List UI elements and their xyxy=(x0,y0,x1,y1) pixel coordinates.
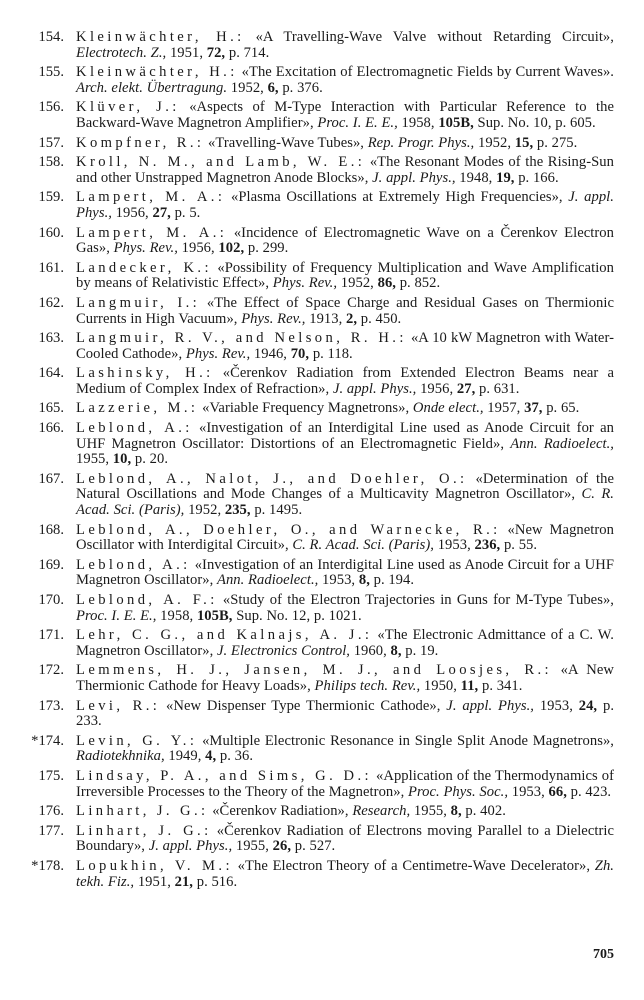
reference-pages: p. 19. xyxy=(405,642,439,659)
reference-pages: p. 450. xyxy=(360,310,402,327)
reference-authors: Langmuir, I.: xyxy=(76,294,201,311)
reference-journal: J. appl. Phys., xyxy=(76,189,614,221)
reference-volume: 8, xyxy=(358,572,370,589)
reference-text xyxy=(76,100,614,131)
reference-pages: p. 527. xyxy=(294,838,336,855)
reference-journal: Proc. I. E. E., xyxy=(317,114,398,131)
reference-volume: 8, xyxy=(390,642,402,659)
reference-volume: 66, xyxy=(548,783,567,800)
reference-journal: Philips tech. Rev., xyxy=(314,677,421,694)
reference-journal: Ann. Radioelect., xyxy=(216,572,319,589)
reference-entry xyxy=(24,190,614,221)
reference-pages: p. 631. xyxy=(478,380,520,397)
reference-entry xyxy=(24,804,614,820)
reference-year: 1958, xyxy=(160,607,194,624)
reference-year: 1956, xyxy=(420,380,454,397)
reference-authors: Levi, R.: xyxy=(76,697,161,714)
reference-volume: 27, xyxy=(152,204,171,221)
reference-journal: J. appl. Phys., xyxy=(332,380,417,397)
reference-text xyxy=(76,628,614,659)
reference-number: 163. xyxy=(38,330,64,347)
reference-journal: Phys. Rev., xyxy=(272,275,338,292)
reference-text xyxy=(76,663,614,694)
reference-year: 1913, xyxy=(309,310,343,327)
reference-journal: Proc. I. E. E., xyxy=(76,607,157,624)
reference-text xyxy=(76,699,614,730)
reference-journal: J. appl. Phys., xyxy=(372,169,456,186)
reference-year: 1960, xyxy=(353,642,387,659)
reference-authors: Lindsay, P. A., and Sims, G. D.: xyxy=(76,767,372,784)
reference-pages: p. 275. xyxy=(536,134,578,151)
reference-number: 175. xyxy=(38,767,64,784)
reference-pages: p. 516. xyxy=(196,873,238,890)
reference-text xyxy=(76,593,614,624)
reference-authors: Linhart, J. G.: xyxy=(76,803,209,820)
reference-text xyxy=(76,190,614,221)
reference-number: 173. xyxy=(38,697,64,714)
reference-number: 155. xyxy=(38,64,64,81)
reference-year: 1951, xyxy=(137,873,171,890)
reference-text xyxy=(76,296,614,327)
reference-pages: p. 118. xyxy=(312,345,353,362)
reference-text xyxy=(76,331,614,362)
reference-year: 1953, xyxy=(511,783,545,800)
reference-volume: 105B, xyxy=(438,114,474,131)
reference-text xyxy=(76,226,614,257)
reference-pages: p. 65. xyxy=(546,400,580,417)
reference-pages: p. 194. xyxy=(373,572,415,589)
reference-entry xyxy=(24,296,614,327)
reference-title: «New Dispenser Type Thermionic Cathode», xyxy=(166,697,441,714)
reference-number: 160. xyxy=(38,224,64,241)
reference-year: 1951, xyxy=(169,44,204,61)
reference-number: 154. xyxy=(38,29,64,45)
reference-year: 1953, xyxy=(539,697,573,714)
reference-pages: p. 233. xyxy=(76,697,615,730)
reference-authors: Leblond, A. F.: xyxy=(76,592,218,608)
reference-pages: p. 166. xyxy=(518,169,559,186)
reference-journal: Arch. elekt. Übertragung. xyxy=(76,79,228,96)
reference-entry xyxy=(24,100,614,131)
reference-volume: 105B, xyxy=(196,607,233,624)
reference-text xyxy=(76,734,614,765)
reference-number: 166. xyxy=(38,420,64,437)
reference-volume: 15, xyxy=(514,134,534,151)
reference-journal: J. appl. Phys., xyxy=(446,697,534,714)
reference-title: «The Electronic Admittance of a C. W. Magnetron Oscillator», xyxy=(76,627,614,659)
reference-text xyxy=(76,472,614,519)
reference-number: 170. xyxy=(38,592,64,608)
reference-entry xyxy=(24,523,614,554)
reference-entry xyxy=(24,663,614,694)
reference-entry xyxy=(24,859,614,890)
reference-number: 176. xyxy=(38,803,64,820)
reference-text xyxy=(76,558,614,589)
reference-journal: Phys. Rev., xyxy=(241,310,306,327)
reference-number: *178. xyxy=(31,857,64,874)
reference-number: 157. xyxy=(38,134,64,151)
reference-year: 1955, xyxy=(235,838,269,855)
reference-pages: p. 5. xyxy=(174,204,201,221)
reference-entry xyxy=(24,30,614,61)
reference-entry xyxy=(24,421,614,468)
reference-title: «Multiple Electronic Resonance in Single Split Anode Magnetrons», xyxy=(202,732,614,749)
reference-entry xyxy=(24,734,614,765)
reference-volume: 70, xyxy=(290,345,310,362)
reference-title: «Possibility of Frequency Multiplication and Wave Amplification by means of Relativistic Effect», xyxy=(76,259,614,292)
reference-authors: Levin, G. Y.: xyxy=(76,732,198,749)
reference-title: «The Electron Theory of a Centimetre-Wave Decelerator», xyxy=(237,857,591,874)
reference-entry xyxy=(24,65,614,96)
reference-title: «Study of the Electron Trajectories in Guns for M-Type Tubes», xyxy=(222,592,614,608)
reference-journal: Proc. Phys. Soc., xyxy=(408,783,509,800)
reference-pages: p. 341. xyxy=(481,677,523,694)
reference-title: «Determination of the Natural Oscillations and Mode Changes of a Multicavity Magnetron Oscillator», xyxy=(76,470,614,503)
reference-entry xyxy=(24,401,614,417)
reference-text xyxy=(76,136,614,152)
reference-year: 1957, xyxy=(487,400,521,417)
reference-pages: p. 36. xyxy=(219,748,254,765)
reference-title: «Čerenkov Radiation», xyxy=(212,803,349,820)
reference-year: 1958, xyxy=(401,114,435,131)
reference-authors: Lemmens, H. J., Jansen, M. J., and Loosjes, R.: xyxy=(76,662,553,679)
reference-number: 162. xyxy=(38,294,64,311)
reference-title: «The Excitation of Electromagnetic Fields by Current Waves». xyxy=(241,64,614,81)
reference-entry xyxy=(24,261,614,292)
reference-journal: Phys. Rev., xyxy=(113,240,178,257)
reference-journal: Zh. tekh. Fiz., xyxy=(76,857,615,890)
reference-text xyxy=(76,155,614,186)
reference-journal: J. Electronics Control, xyxy=(216,642,350,659)
reference-authors: Kompfner, R.: xyxy=(76,134,205,151)
reference-journal: Research, xyxy=(352,803,411,820)
reference-title: «A 10 kW Magnetron with Water-Cooled Cathode», xyxy=(76,330,614,362)
reference-year: 1946, xyxy=(253,345,287,362)
reference-volume: 27, xyxy=(456,380,476,397)
reference-year: 1949, xyxy=(168,748,202,765)
reference-authors: Leblond, A.: xyxy=(76,556,191,573)
reference-entry xyxy=(24,628,614,659)
reference-volume: 11, xyxy=(460,677,479,694)
reference-journal: J. appl. Phys., xyxy=(148,838,233,855)
reference-volume: 236, xyxy=(474,537,501,554)
reference-volume: 6, xyxy=(267,79,279,96)
reference-year: 1955, xyxy=(76,451,110,468)
reference-number: 171. xyxy=(38,627,64,644)
reference-number: 158. xyxy=(38,154,64,171)
reference-entry xyxy=(24,366,614,397)
reference-year: 1948, xyxy=(459,169,493,186)
reference-pages: Sup. No. 12, p. 1021. xyxy=(236,607,362,624)
reference-number: 161. xyxy=(38,259,64,276)
reference-volume: 4, xyxy=(205,748,217,765)
reference-journal: Ann. Radioelect., xyxy=(510,435,614,452)
reference-entry xyxy=(24,593,614,624)
reference-journal: Radiotekhnika, xyxy=(76,748,165,765)
reference-entry xyxy=(24,558,614,589)
reference-volume: 37, xyxy=(524,400,543,417)
reference-text xyxy=(76,65,614,96)
reference-authors: Leblond, A.: xyxy=(76,420,193,437)
reference-entry xyxy=(24,472,614,519)
reference-entry xyxy=(24,155,614,186)
reference-journal: C. R. Acad. Sci. (Paris), xyxy=(76,486,615,519)
reference-entry xyxy=(24,331,614,362)
reference-authors: Lehr, C. G., and Kalnajs, A. J.: xyxy=(76,627,373,644)
reference-year: 1955, xyxy=(413,803,447,820)
reference-entry xyxy=(24,699,614,730)
reference-list xyxy=(24,30,614,894)
reference-title: «A New Thermionic Cathode for Heavy Loads», xyxy=(76,662,614,694)
reference-text xyxy=(76,366,614,397)
reference-authors: Langmuir, R. V., and Nelson, R. H.: xyxy=(76,330,407,347)
reference-year: 1956, xyxy=(115,204,149,221)
reference-authors: Leblond, A., Nalot, J., and Doehler, O.: xyxy=(76,470,468,487)
reference-pages: p. 714. xyxy=(228,44,270,61)
reference-title: «Čerenkov Radiation from Extended Electron Beams near a Medium of Complex Index of Refraction», xyxy=(76,365,614,397)
reference-volume: 86, xyxy=(377,275,396,292)
reference-authors: Lampert, M. A.: xyxy=(76,224,228,241)
reference-journal: Electrotech. Z., xyxy=(76,44,167,61)
reference-entry xyxy=(24,136,614,152)
reference-title: «New Magnetron Oscillator with Interdigital Circuit», xyxy=(76,521,615,554)
reference-authors: Klüver, J.: xyxy=(76,99,180,116)
reference-title: «Application of the Thermodynamics of Irreversible Processes to the Theory of the Magnetron», xyxy=(76,767,615,800)
reference-volume: 72, xyxy=(206,44,226,61)
reference-volume: 21, xyxy=(174,873,194,890)
reference-text xyxy=(76,401,614,417)
reference-pages: Sup. No. 10, p. 605. xyxy=(477,114,596,131)
reference-year: 1952, xyxy=(188,502,222,519)
reference-title: «A Travelling-Wave Valve without Retarding Circuit», xyxy=(255,29,614,45)
reference-number: *174. xyxy=(31,732,64,749)
reference-authors: Lashinsky, H.: xyxy=(76,365,214,382)
reference-number: 172. xyxy=(38,662,64,679)
reference-journal: C. R. Acad. Sci. (Paris), xyxy=(292,537,434,554)
reference-title: «The Resonant Modes of the Rising-Sun and other Unstrapped Magnetron Anode Blocks», xyxy=(76,154,614,186)
reference-number: 169. xyxy=(38,556,64,573)
reference-text xyxy=(76,859,614,890)
reference-number: 165. xyxy=(38,400,64,417)
reference-number: 156. xyxy=(38,99,64,116)
reference-authors: Lazzerie, M.: xyxy=(76,400,199,417)
reference-volume: 8, xyxy=(450,803,462,820)
reference-pages: p. 299. xyxy=(247,240,289,257)
reference-year: 1953, xyxy=(437,537,471,554)
page-number: 705 xyxy=(593,947,614,962)
reference-pages: p. 55. xyxy=(503,537,538,554)
reference-year: 1952, xyxy=(340,275,374,292)
reference-title: «Čerenkov Radiation of Electrons moving Parallel to a Dielectric Boundary», xyxy=(76,822,614,855)
reference-entry xyxy=(24,769,614,800)
reference-number: 167. xyxy=(38,470,64,487)
reference-pages: p. 20. xyxy=(134,451,169,468)
reference-number: 177. xyxy=(38,822,64,839)
reference-title: «Aspects of M-Type Interaction with Particular Reference to the Backward-Wave Magnetron Amplifier», xyxy=(76,99,614,131)
reference-text xyxy=(76,824,614,855)
reference-pages: p. 1495. xyxy=(254,502,303,519)
reference-title: «Travelling-Wave Tubes», xyxy=(208,134,364,151)
reference-pages: p. 423. xyxy=(570,783,612,800)
reference-authors: Lopukhin, V. M.: xyxy=(76,857,233,874)
reference-journal: Onde elect., xyxy=(412,400,484,417)
reference-pages: p. 376. xyxy=(282,79,323,96)
reference-year: 1956, xyxy=(181,240,215,257)
reference-year: 1952, xyxy=(230,79,264,96)
reference-title: «Investigation of an Interdigital Line used as Anode Circuit for an UHF Magnetron Oscillator: Distortions of an Electromagnetic Field», xyxy=(76,420,614,452)
reference-text xyxy=(76,421,614,468)
reference-journal: Rep. Progr. Phys., xyxy=(367,134,475,151)
reference-volume: 19, xyxy=(496,169,515,186)
reference-text xyxy=(76,261,614,292)
reference-volume: 235, xyxy=(224,502,251,519)
reference-year: 1953, xyxy=(322,572,356,589)
reference-year: 1950, xyxy=(423,677,457,694)
reference-text xyxy=(76,769,614,800)
reference-number: 164. xyxy=(38,365,64,382)
reference-authors: Kleinwächter, H.: xyxy=(76,64,238,81)
reference-title: «Variable Frequency Magnetrons», xyxy=(202,400,410,417)
reference-year: 1952, xyxy=(477,134,512,151)
reference-volume: 10, xyxy=(112,451,132,468)
reference-text xyxy=(76,523,614,554)
reference-journal: Phys. Rev., xyxy=(185,345,251,362)
reference-title: «The Effect of Space Charge and Residual Gases on Thermionic Currents in High Vacuum», xyxy=(76,294,614,327)
reference-authors: Leblond, A., Doehler, O., and Warnecke, R.: xyxy=(76,521,501,538)
reference-text xyxy=(76,30,614,61)
reference-authors: Landecker, K.: xyxy=(76,259,212,276)
reference-entry xyxy=(24,226,614,257)
reference-pages: p. 852. xyxy=(399,275,441,292)
reference-text xyxy=(76,804,614,820)
reference-title: «Investigation of an Interdigital Line used as Anode Circuit for a UHF Magnetron Oscillator», xyxy=(76,556,614,589)
reference-pages: p. 402. xyxy=(465,803,506,820)
reference-volume: 102, xyxy=(218,240,245,257)
reference-volume: 24, xyxy=(578,697,598,714)
reference-authors: Kroll, N. M., and Lamb, W. E.: xyxy=(76,154,366,171)
reference-number: 168. xyxy=(38,521,64,538)
reference-title: «Incidence of Electromagnetic Wave on a Čerenkov Electron Gas», xyxy=(76,224,615,257)
reference-authors: Kleinwächter, H.: xyxy=(76,29,245,45)
reference-number: 159. xyxy=(38,189,64,206)
reference-volume: 26, xyxy=(272,838,292,855)
reference-title: «Plasma Oscillations at Extremely High Frequencies», xyxy=(230,189,563,206)
reference-authors: Linhart, J. G.: xyxy=(76,822,212,839)
reference-volume: 2, xyxy=(346,310,358,327)
reference-authors: Lampert, M. A.: xyxy=(76,189,226,206)
reference-entry xyxy=(24,824,614,855)
